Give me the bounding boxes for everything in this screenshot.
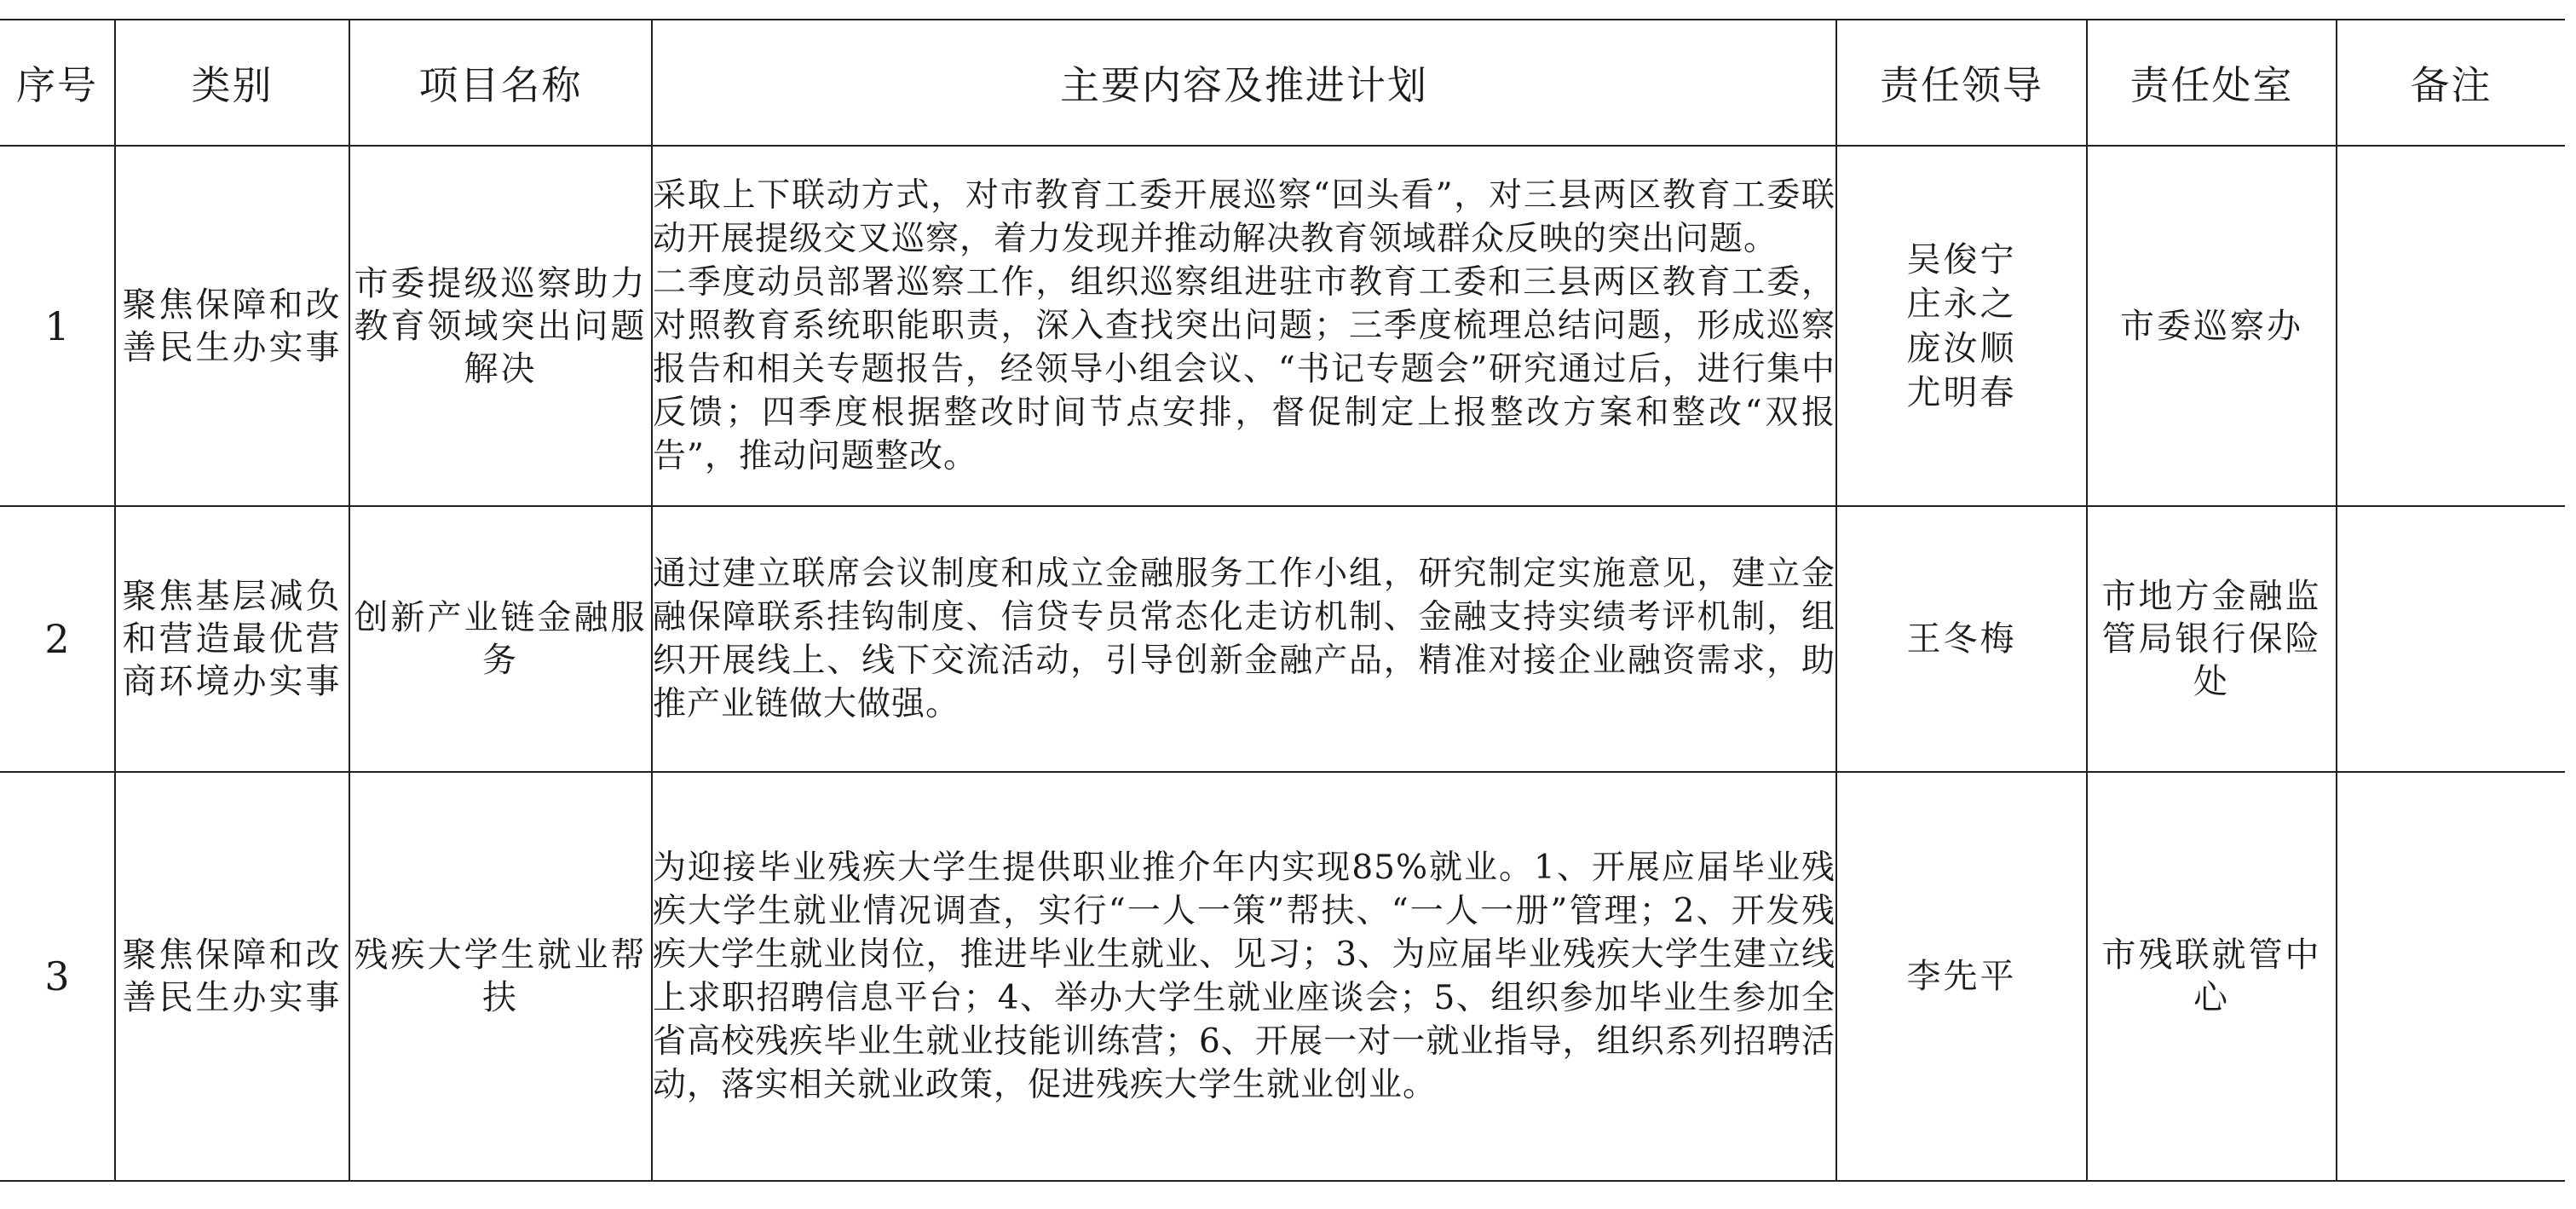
row-content	[652, 772, 1836, 1181]
content-paragraph: 二季度动员部署巡察工作，组织巡察组进驻市教育工委和三县两区教育工委，对照教育系统职能职责，深入查找突出问题；三季度梳理总结问题，形成巡察报告和相关专题报告，经领导小组会议、“书记专题会”研究通过后，进行集中反馈；四季度根据整改时间节点安排，督促制定上报整改方案和整改“双报告”，推动问题整改。	[653, 263, 1835, 475]
leader-name: 王冬梅	[1906, 619, 2017, 659]
row-leaders	[1836, 506, 2087, 772]
leader-name: 李先平	[1906, 957, 2017, 996]
row-note	[2337, 772, 2565, 1181]
leader-name: 庄永之	[1906, 284, 2017, 324]
header-project-name: 项目名称	[349, 20, 652, 146]
work-plan-document	[0, 19, 2576, 1182]
row-project-name: 残疾大学生就业帮扶	[349, 772, 652, 1181]
header-row	[0, 20, 2565, 146]
row-content	[652, 506, 1836, 772]
leader-name: 庞汝顺	[1906, 328, 2017, 368]
row-content	[652, 146, 1836, 506]
row-note	[2337, 146, 2565, 506]
content-paragraph: 通过建立联席会议制度和成立金融服务工作小组，研究制定实施意见，建立金融保障联系挂钩制度、信贷专员常态化走访机制、金融支持实绩考评机制，组织开展线上、线下交流活动，引导创新金融产品，精准对接企业融资需求，助推产业链做大做强。	[653, 555, 1835, 723]
table-row	[0, 772, 2565, 1181]
work-plan-table	[0, 19, 2565, 1182]
table-row	[0, 506, 2565, 772]
header-department: 责任处室	[2087, 20, 2337, 146]
row-category: 聚焦基层减负和营造最优营商环境办实事	[115, 506, 349, 772]
leader-name: 尤明春	[1906, 372, 2017, 412]
row-category: 聚焦保障和改善民生办实事	[115, 772, 349, 1181]
row-project-name: 创新产业链金融服务	[349, 506, 652, 772]
row-note	[2337, 506, 2565, 772]
row-department: 市委巡察办	[2087, 146, 2337, 506]
row-leaders	[1836, 772, 2087, 1181]
row-department: 市残联就管中心	[2087, 772, 2337, 1181]
header-leader: 责任领导	[1836, 20, 2087, 146]
row-category: 聚焦保障和改善民生办实事	[115, 146, 349, 506]
header-content-plan: 主要内容及推进计划	[652, 20, 1836, 146]
row-seq: 2	[0, 506, 115, 772]
row-leaders	[1836, 146, 2087, 506]
leader-name: 吴俊宁	[1906, 239, 2017, 279]
table-row	[0, 146, 2565, 506]
row-department: 市地方金融监管局银行保险处	[2087, 506, 2337, 772]
content-paragraph: 采取上下联动方式，对市教育工委开展巡察“回头看”，对三县两区教育工委联动开展提级交叉巡察，着力发现并推动解决教育领域群众反映的突出问题。	[653, 176, 1835, 258]
header-category: 类别	[115, 20, 349, 146]
content-paragraph: 为迎接毕业残疾大学生提供职业推介年内实现85%就业。1、开展应届毕业残疾大学生就业情况调查，实行“一人一策”帮扶、“一人一册”管理；2、开发残疾大学生就业岗位，推进毕业生就业、见习；3、为应届毕业残疾大学生建立线上求职招聘信息平台；4、举办大学生就业座谈会；5、组织参加毕业生参加全省高校残疾毕业生就业技能训练营；6、开展一对一就业指导，组织系列招聘活动，落实相关就业政策，促进残疾大学生就业创业。	[653, 849, 1835, 1104]
header-seq: 序号	[0, 20, 115, 146]
header-note: 备注	[2337, 20, 2565, 146]
row-project-name: 市委提级巡察助力教育领域突出问题解决	[349, 146, 652, 506]
row-seq: 1	[0, 146, 115, 506]
row-seq: 3	[0, 772, 115, 1181]
